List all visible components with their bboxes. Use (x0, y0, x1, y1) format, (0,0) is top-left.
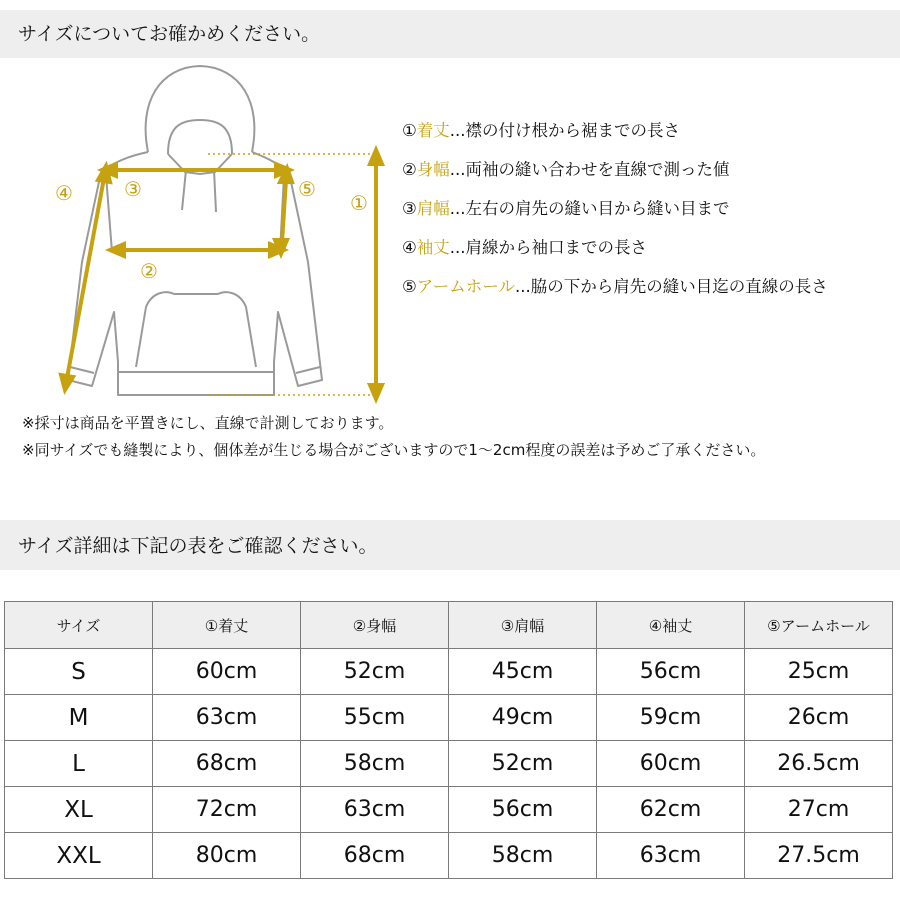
measurement-notes (22, 410, 765, 464)
col-header-length: ①着丈 (153, 602, 301, 649)
col-header-sleeve: ④袖丈 (597, 602, 745, 649)
table-cell: 63cm (597, 833, 745, 879)
table-cell: 56cm (597, 649, 745, 695)
table-cell: XL (5, 787, 153, 833)
table-cell: L (5, 741, 153, 787)
table-cell: 68cm (301, 833, 449, 879)
table-cell: 63cm (301, 787, 449, 833)
legend-item-shoulder: ③肩幅...左右の肩先の縫い目から縫い目まで (402, 199, 730, 218)
col-header-chest: ②身幅 (301, 602, 449, 649)
section-header-size-check (0, 10, 900, 58)
legend-item-armhole: ⑤アームホール...脇の下から肩先の縫い目迄の直線の長さ (402, 277, 828, 296)
legend-item-chest: ②身幅...両袖の縫い合わせを直線で測った値 (402, 160, 730, 179)
measurement-guides (61, 150, 382, 399)
table-cell: 55cm (301, 695, 449, 741)
table-row (5, 695, 893, 741)
label-shoulder: ③ (124, 177, 142, 201)
table-cell: 58cm (301, 741, 449, 787)
table-cell: M (5, 695, 153, 741)
col-header-size: サイズ (5, 602, 153, 649)
table-cell: 59cm (597, 695, 745, 741)
table-cell: 27.5cm (745, 833, 893, 879)
section-header-text: サイズ詳細は下記の表をご確認ください。 (18, 535, 378, 557)
table-cell: 60cm (597, 741, 745, 787)
size-table (4, 601, 893, 879)
table-row (5, 787, 893, 833)
table-row (5, 649, 893, 695)
col-header-armhole: ⑤アームホール (745, 602, 893, 649)
label-sleeve: ④ (55, 181, 73, 205)
table-cell: 63cm (153, 695, 301, 741)
table-cell: 26cm (745, 695, 893, 741)
table-cell: 58cm (449, 833, 597, 879)
hoodie-measurement-diagram (40, 62, 400, 407)
col-header-shoulder: ③肩幅 (449, 602, 597, 649)
label-chest: ② (140, 259, 158, 283)
table-cell: 26.5cm (745, 741, 893, 787)
table-cell: 49cm (449, 695, 597, 741)
table-cell: 72cm (153, 787, 301, 833)
section-header-size-details (0, 520, 900, 570)
legend-item-sleeve: ④袖丈...肩線から袖口までの長さ (402, 238, 648, 257)
table-cell: 68cm (153, 741, 301, 787)
section-header-text: サイズについてお確かめください。 (18, 23, 321, 45)
note-tolerance: ※同サイズでも縫製により、個体差が生じる場合がございますので1～2cm程度の誤差は予めご了承ください。 (22, 441, 766, 459)
label-armhole: ⑤ (298, 177, 316, 201)
table-row (5, 833, 893, 879)
legend-item-length: ①着丈...襟の付け根から裾までの長さ (402, 121, 681, 140)
table-cell: 60cm (153, 649, 301, 695)
note-measuring-method: ※採寸は商品を平置きにし、直線で計測しております。 (22, 414, 394, 432)
label-length: ① (350, 191, 368, 215)
table-header-row (5, 602, 893, 649)
table-cell: 25cm (745, 649, 893, 695)
table-cell: 80cm (153, 833, 301, 879)
table-cell: 52cm (301, 649, 449, 695)
table-cell: 52cm (449, 741, 597, 787)
table-cell: 62cm (597, 787, 745, 833)
table-row (5, 741, 893, 787)
table-cell: S (5, 649, 153, 695)
table-cell: 45cm (449, 649, 597, 695)
table-cell: 56cm (449, 787, 597, 833)
table-cell: 27cm (745, 787, 893, 833)
table-cell: XXL (5, 833, 153, 879)
measurement-legend (402, 118, 900, 313)
